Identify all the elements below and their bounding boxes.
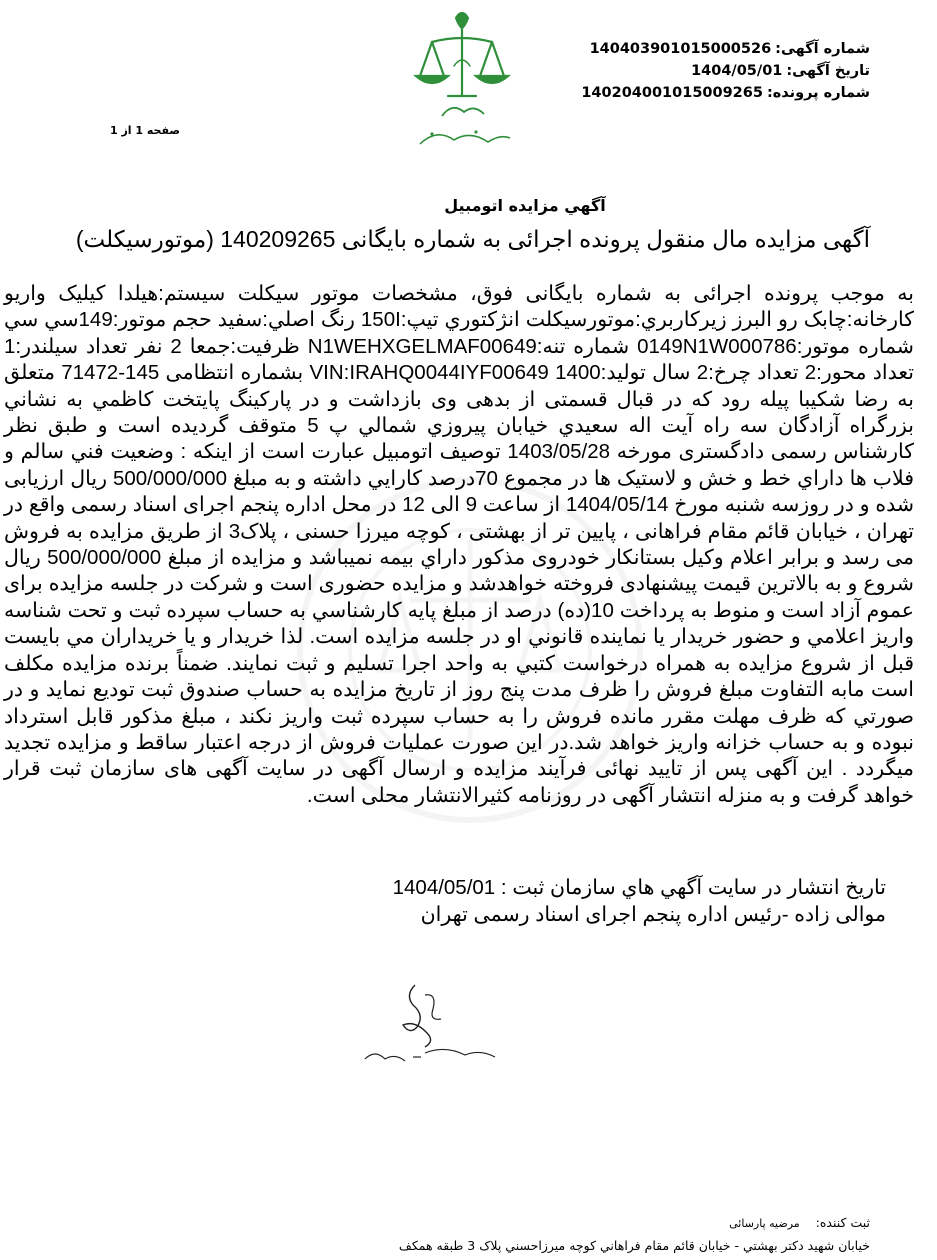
ad-date-row bbox=[560, 60, 870, 82]
file-number-value: 140204001015009265 bbox=[581, 85, 763, 101]
notice-body bbox=[4, 281, 914, 809]
publish-date-label: تاريخ انتشار در سایت آگهي هاي سازمان ثبت : bbox=[500, 876, 886, 899]
file-number-label: شماره پرونده: bbox=[766, 85, 870, 101]
office-address: خیابان شهید دکتر بهشتي - خیابان قائم مقام فراهاني کوچه میرزاحسني پلاک 3 طبقه همکف bbox=[398, 1238, 870, 1253]
ad-number-row bbox=[560, 38, 870, 60]
ad-number-value: 14040390101500052​6 bbox=[589, 41, 772, 57]
ad-date-value: 1404/05/01 bbox=[691, 63, 783, 79]
notice-body-text: به موجب پرونده اجرائی به شماره بایگانی فوق، مشخصات موتور سیکلت سیستم:هیلدا کیلیک واریو کارخانه:چابک رو البرز زیرکاربري:موتورسیکلت انژکتوري تيپ:150I رنگ اصلي:سفيد حجم موتور:149سي سي شماره موتور:0149N1W000786 شماره تنه:N1WEHXGELMAF00649 ظرفيت:جمعا 2 نفر تعداد سيلندر:1 تعداد محور:2 تعداد چرخ:2 سال توليد:1400 VIN:IRAHQ0044IYF00649 بشماره انتظامی 145-71472 متعلق به رضا شکیبا پیله رود که در قبال قسمتی از بدهی وی بازداشت و در پارکينگ پايتخت کاظمي به نشاني بزرگراه آزادگان سه راه آيت اله سعيدي خيابان پيروزي شمالي پ 5 متوقف گردیده است و طبق نظر کارشناس رسمی دادگستری مورخه 1403/05/28 توصيف اتومبيل عبارت است از اينکه : وضعيت فني سالم و فلاب ها داراي خط و خش و لاستيک ها در مجموع 70درصد کارايي داشته و به مبلغ 500/000/000 ريال ارزيابی شده و در روزسه شنبه مورخ 1404/05/14 از ساعت 9 الی 12 در محل اداره پنجم اجرای اسناد رسمی واقع در تهران ، خیابان قائم مقام فراهانی ، پایین تر از بهشتی ، کوچه میرزا حسنی ، پلاک3 از طریق مزایده به فروش می رسد و برابر اعلام وکيل بستانکار خودروی مذکور داراي بيمه نمیباشد و مزایده از مبلغ 500/000/000 ريال شروع و به بالاترين قيمت پيشنهادی فروخته خواهدشد و مزايده حضوری است و شرکت در جلسه مزایده برای عموم آزاد است و منوط به پرداخت 10(ده) درصد از مبلغ پایه کارشناسي به حساب سپرده ثبت و تحت شناسه واريز اعلامي و حضور خريدار يا نماينده قانوني او در جلسه مزايده است. لذا خريدار و يا خريداران مي بايست قبل از شروع مزايده به همراه درخواست کتبي به واحد اجرا تسليم و ثبت نمايند. ضمناً برنده مزایده مکلف است مابه التفاوت مبلغ فروش را ظرف مدت پنج روز از تاریخ مزایده به حساب صندوق ثبت توديع نمايد و در صورتي که ظرف مهلت مقرر مانده فروش را به حساب سپرده ثبت واريز نکند ، مبلغ مذکور قابل استرداد نبوده و به حساب خزانه واريز خواهد شد.در اين صورت عمليات فروش از درجه اعتبار ساقط و مزايده تجديد ميگردد . این آگهی پس از تایید نهائی فرآیند مزایده و ارسال آگهی در سایت آگهی های سازمان ثبت قرار خواهد گرفت و به منزله انتشار آگهی در روزنامه کثیرالانتشار محلی است. bbox=[4, 282, 915, 807]
notice-title: آگهي مزايده اتومبيل bbox=[444, 196, 606, 215]
ad-date-label: تاریخ آگهی: bbox=[786, 63, 870, 79]
file-number-row bbox=[560, 82, 870, 104]
notice-subtitle: آگهی مزایده مال منقول پرونده اجرائی به شماره بایگانی 140209265 (موتورسیکلت) bbox=[75, 226, 870, 252]
scales-of-justice-icon bbox=[392, 4, 532, 154]
ad-number-label: شماره آگهی: bbox=[775, 41, 870, 57]
registrar-label: ثبت کننده: bbox=[815, 1215, 870, 1230]
registrar-line bbox=[640, 1215, 870, 1230]
handwritten-signature bbox=[355, 975, 505, 1075]
publish-date-value: 1404/05/01 bbox=[392, 876, 496, 899]
publish-date-line bbox=[250, 875, 886, 900]
page-indicator: صفحه 1 از 1 bbox=[109, 124, 181, 137]
notice-metadata bbox=[560, 38, 870, 104]
registrar-name: مرضیه پارسائی bbox=[729, 1217, 800, 1230]
signer-line: موالی زاده -رئیس اداره پنجم اجرای اسناد رسمی تهران bbox=[420, 903, 886, 926]
